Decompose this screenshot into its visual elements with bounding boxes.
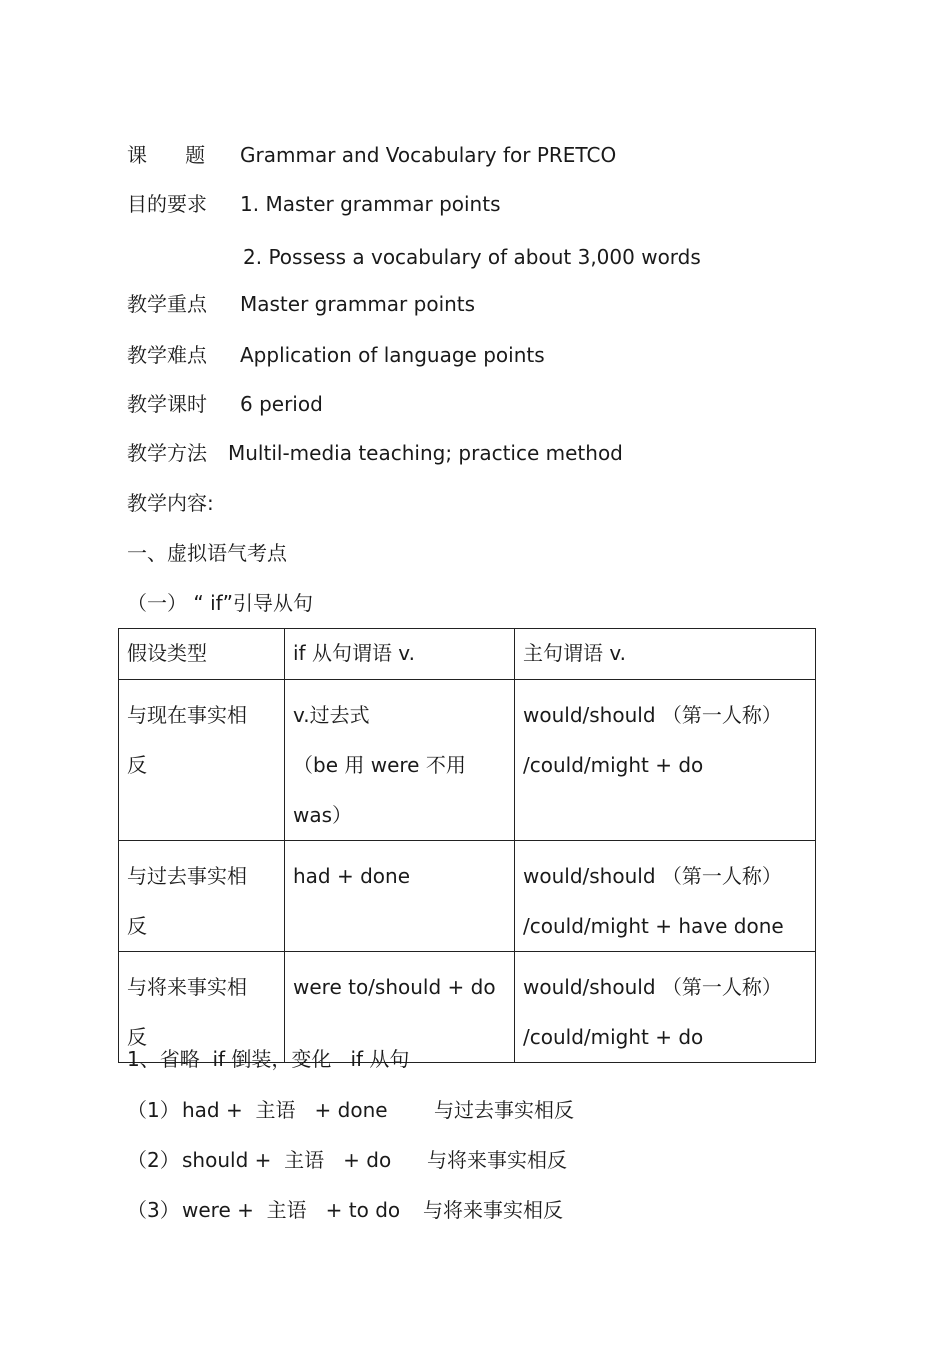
header-value-topic: Grammar and Vocabulary for PRETCO [240,143,617,167]
table-row [119,841,816,952]
cell-line: would/should （第一人称） [523,975,782,999]
list-item-form: were + 主语 + to do [182,1198,401,1222]
list-item-form: had + 主语 + done [182,1098,388,1122]
table-header-cell: 主句谓语 v. [515,629,816,680]
list-item [127,1144,180,1173]
section-title: 一、虚拟语气考点 [127,541,287,565]
header-label-key-points: 教学重点 [127,292,207,316]
table-cell-if-clause [285,680,515,841]
header-label-objectives: 目的要求 [127,192,207,216]
header-value-methods: Multil-media teaching; practice method [228,441,623,465]
cell-line: was） [293,803,353,827]
cell-line: /could/might + do [523,753,704,777]
list-item-number: （3） [127,1198,180,1222]
cell-line: had + done [293,864,411,888]
table-row [119,952,816,1063]
header-value-key-points: Master grammar points [240,292,476,316]
list-item-meaning: 与将来事实相反 [427,1148,567,1172]
header-label-difficulties: 教学难点 [127,343,207,367]
list-item-number: （1） [127,1098,180,1122]
table-cell-type [119,841,285,952]
header-label-methods: 教学方法 [127,441,207,465]
table-cell-main-clause [515,680,816,841]
header-value-periods: 6 period [240,392,323,416]
cell-line: 与将来事实相 [127,975,247,999]
table-cell-if-clause [285,952,515,1063]
header-value-objective-1: 1. Master grammar points [240,192,501,216]
list-item-meaning: 与将来事实相反 [423,1198,563,1222]
table-cell-main-clause [515,952,816,1063]
cell-line: /could/might + do [523,1025,704,1049]
subjunctive-table [118,628,816,1063]
table-cell-main-clause [515,841,816,952]
subsection-title: （一） “ if”引导从句 [127,591,314,615]
header-label-periods: 教学课时 [127,392,207,416]
cell-line: 与现在事实相 [127,703,247,727]
header-label-topic: 课 题 [127,143,206,167]
table-header-cell: if 从句谓语 v. [285,629,515,680]
list-item-number: （2） [127,1148,180,1172]
table-cell-type [119,680,285,841]
table-row [119,680,816,841]
cell-line: would/should （第一人称） [523,864,782,888]
header-value-objective-2: 2. Possess a vocabulary of about 3,000 words [243,245,701,269]
header-value-difficulties: Application of language points [240,343,545,367]
table-header-row [119,629,816,680]
cell-line: 反 [127,914,147,938]
content-heading: 教学内容: [127,491,214,515]
cell-line: 与过去事实相 [127,864,247,888]
cell-line: would/should （第一人称） [523,703,782,727]
inversion-title: 1、省略 if 倒装，变化 if 从句 [127,1047,410,1071]
cell-line: were to/should + do [293,975,496,999]
cell-line: 反 [127,753,147,777]
list-item [127,1094,180,1123]
cell-line: /could/might + have done [523,914,784,938]
cell-line: v.过去式 [293,703,370,727]
table-cell-type [119,952,285,1063]
list-item-meaning: 与过去事实相反 [434,1098,574,1122]
list-item [127,1194,180,1223]
cell-line: 反 [127,1025,147,1049]
cell-line: （be 用 were 不用 [293,753,466,777]
list-item-form: should + 主语 + do [182,1148,392,1172]
table-cell-if-clause [285,841,515,952]
table-header-cell: 假设类型 [119,629,285,680]
